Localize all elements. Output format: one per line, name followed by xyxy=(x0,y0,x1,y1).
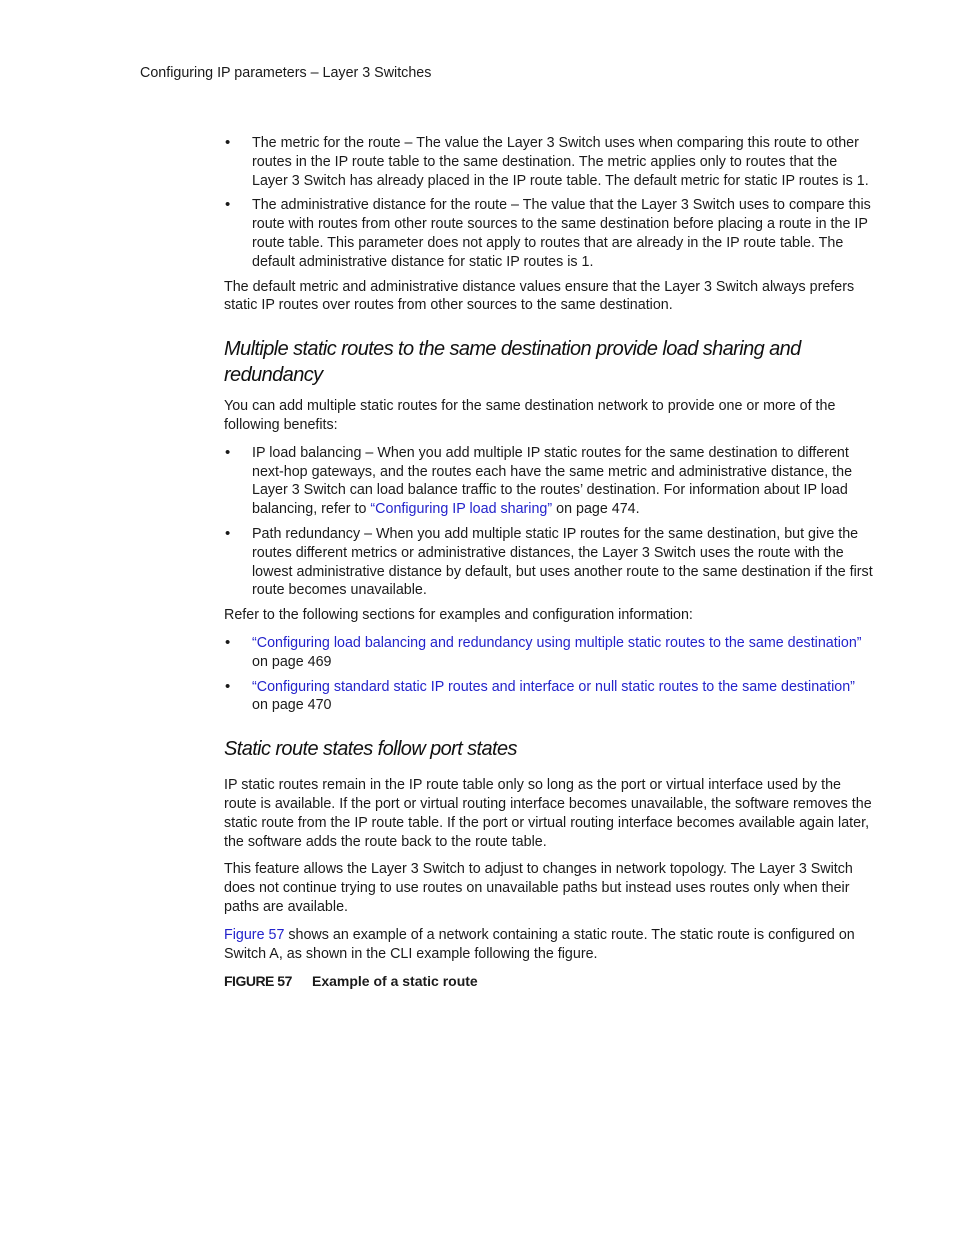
link-configuring-ip-load-sharing[interactable]: “Configuring IP load sharing” xyxy=(370,501,553,518)
list-item xyxy=(224,678,874,716)
xref-bullet-list xyxy=(224,634,874,715)
bullet-icon: • xyxy=(225,134,231,151)
page-reference: on page 474. xyxy=(552,501,640,518)
bullet-icon: • xyxy=(225,677,231,695)
bullet-text xyxy=(252,679,855,714)
figure-label: FIGURE 57 xyxy=(224,973,292,990)
bullet-text: The administrative distance for the route – The value that the Layer 3 Switch uses to compare this route with routes from other route sources to the same destination before placing a route in the IP route table. This parameter does not apply to routes that are already in the IP route table. The default administrative distance for static IP routes is 1. xyxy=(252,197,871,270)
section2-paragraph-2: This feature allows the Layer 3 Switch to adjust to changes in network topology. The Layer 3 Switch does not continue trying to use routes on unavailable paths but instead uses routes only when their paths are available. xyxy=(224,861,853,915)
section2-paragraph-3 xyxy=(224,926,874,964)
list-item xyxy=(224,634,874,672)
intro-paragraph: The default metric and administrative distance values ensure that the Layer 3 Switch always prefers static IP routes over routes from other sources to the same destination. xyxy=(224,278,855,314)
section-heading-port-states: Static route states follow port states xyxy=(224,738,517,761)
load-balancing-text: IP load balancing – When you add multiple IP static routes for the same destination to different next-hop gateways, and the routes each have the same metric and administrative distance, the Layer 3 Switch can load balance traffic to the routes’ destination. For information about IP load balancing, refer to xyxy=(252,444,853,518)
list-item xyxy=(224,525,874,600)
running-header: Configuring IP parameters – Layer 3 Switches xyxy=(140,65,432,81)
list-item xyxy=(224,134,874,190)
page-reference: on page 470 xyxy=(252,697,332,714)
link-load-balancing-redundancy[interactable]: “Configuring load balancing and redundancy using multiple static routes to the same destination” xyxy=(252,634,862,651)
list-item xyxy=(224,196,874,271)
bullet-text xyxy=(252,635,862,670)
page-body xyxy=(224,134,874,991)
figure-caption xyxy=(224,972,874,991)
bullet-icon: • xyxy=(225,524,231,542)
bullet-text: Path redundancy – When you add multiple static IP routes for the same destination, but give the routes different metrics or administrative distances, the Layer 3 Switch uses the route with the lowest administrative distance by default, but uses another route to the same destination if the first route becomes unavailable. xyxy=(252,525,873,599)
refer-paragraph: Refer to the following sections for examples and configuration information: xyxy=(224,607,693,624)
figure-reference-text: shows an example of a network containing a static route. The static route is configured on Switch A, as shown in the CLI example following the figure. xyxy=(224,926,855,962)
section-heading-load-sharing: Multiple static routes to the same destination provide load sharing and redundancy xyxy=(224,338,801,387)
bullet-text xyxy=(252,445,852,517)
section2-paragraph-1: IP static routes remain in the IP route table only so long as the port or virtual interface used by the route is available. If the port or virtual routing interface becomes unavailable, the software removes the static route from the IP route table. If the port or virtual routing interface becomes available again later, the software adds the route back to the route table. xyxy=(224,777,872,850)
bullet-text: The metric for the route – The value the Layer 3 Switch uses when comparing this route to other routes in the IP route table to the same destination. The metric applies only to routes that the Layer 3 Switch has already placed in the IP route table. The default metric for static IP routes is 1. xyxy=(252,135,869,189)
figure-title: Example of a static route xyxy=(312,973,478,990)
link-standard-static-routes[interactable]: “Configuring standard static IP routes and interface or null static routes to the same destination” xyxy=(252,678,855,695)
benefits-bullet-list xyxy=(224,444,874,600)
bullet-icon: • xyxy=(225,196,231,214)
link-figure-57[interactable]: Figure 57 xyxy=(224,926,285,943)
page-reference: on page 469 xyxy=(252,653,332,670)
bullet-icon: • xyxy=(225,633,231,651)
section1-paragraph: You can add multiple static routes for the same destination network to provide one or more of the following benefits: xyxy=(224,398,836,433)
intro-bullet-list xyxy=(224,134,874,272)
list-item xyxy=(224,444,874,519)
bullet-icon: • xyxy=(225,443,231,461)
